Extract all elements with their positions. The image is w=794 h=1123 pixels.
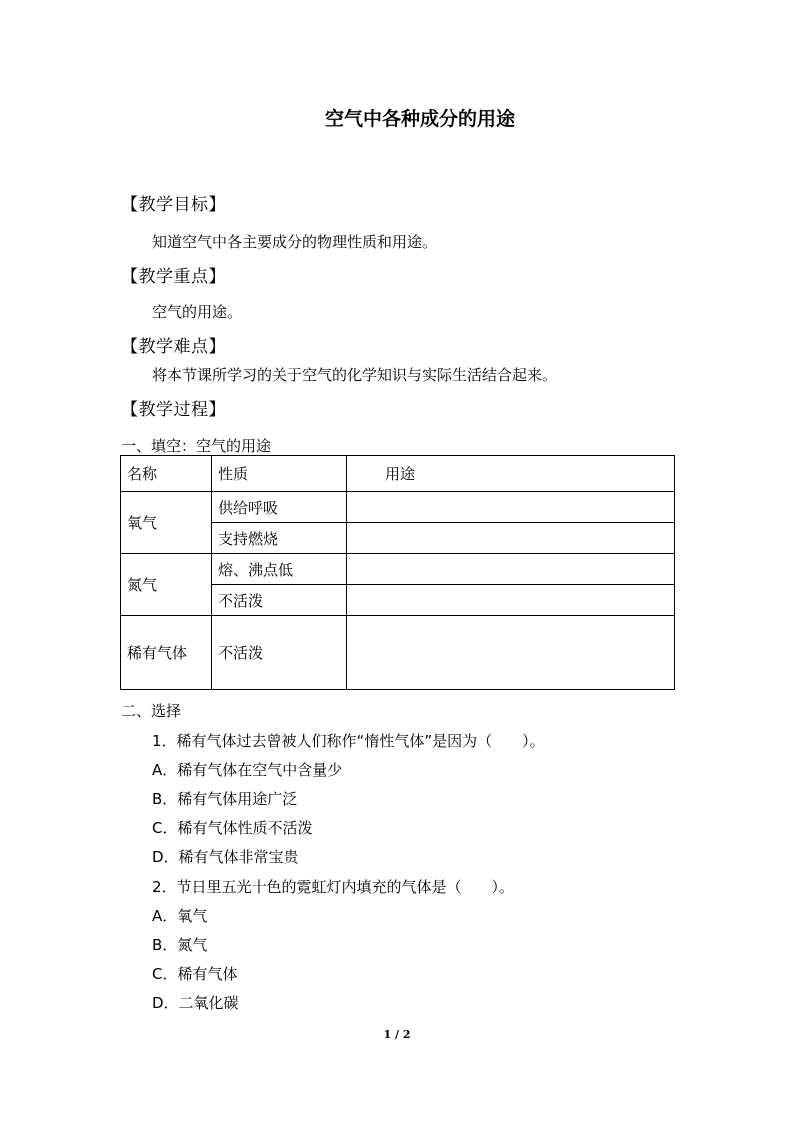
page-title: 空气中各种成分的用途: [324, 108, 515, 130]
cell-use-blank: [347, 492, 675, 523]
table-row: [121, 616, 675, 690]
cell-use-blank: [347, 554, 675, 585]
section-process-heading: 【教学过程】: [121, 400, 226, 420]
section-objective-heading: 【教学目标】: [121, 195, 226, 215]
question-1-option-c: C．稀有气体性质不活泼: [152, 819, 313, 837]
air-uses-table: [120, 455, 675, 690]
header-use: 用途: [347, 456, 675, 492]
cell-gas-noble: 稀有气体: [121, 616, 212, 690]
question-2-option-c: C．稀有气体: [152, 965, 238, 983]
cell-use-blank: [347, 585, 675, 616]
page-number: 1 / 2: [383, 1028, 411, 1041]
cell-property: 不活泼: [212, 585, 347, 616]
section-key-point-heading: 【教学重点】: [121, 267, 226, 287]
objective-text: 知道空气中各主要成分的物理性质和用途。: [152, 233, 438, 251]
question-2-option-a: A．氧气: [152, 907, 208, 925]
key-point-text: 空气的用途。: [152, 303, 243, 321]
table-header-row: [121, 456, 675, 492]
question-2: 2．节日里五光十色的霓虹灯内填充的气体是（ ）。: [152, 878, 515, 896]
cell-property: 不活泼: [212, 616, 347, 690]
cell-gas-nitrogen: 氮气: [121, 554, 212, 616]
question-1-option-d: D．稀有气体非常宝贵: [152, 848, 299, 866]
cell-property: 熔、沸点低: [212, 554, 347, 585]
header-name: 名称: [121, 456, 212, 492]
cell-use-blank: [347, 523, 675, 554]
question-2-option-b: B．氮气: [152, 936, 208, 954]
header-property: 性质: [212, 456, 347, 492]
question-1-option-a: A．稀有气体在空气中含量少: [152, 761, 343, 779]
part2-heading: 二、选择: [121, 702, 182, 720]
part1-heading: 一、填空：空气的用途: [121, 437, 272, 455]
difficulty-text: 将本节课所学习的关于空气的化学知识与实际生活结合起来。: [152, 366, 558, 384]
section-difficulty-heading: 【教学难点】: [121, 337, 226, 357]
table-row: [121, 554, 675, 585]
cell-gas-oxygen: 氧气: [121, 492, 212, 554]
cell-property: 支持燃烧: [212, 523, 347, 554]
question-1: 1．稀有气体过去曾被人们称作“惰性气体”是因为（ ）。: [152, 732, 545, 750]
table-row: [121, 492, 675, 523]
cell-use-blank: [347, 616, 675, 690]
cell-property: 供给呼吸: [212, 492, 347, 523]
question-1-option-b: B．稀有气体用途广泛: [152, 790, 298, 808]
question-2-option-d: D．二氧化碳: [152, 994, 239, 1012]
